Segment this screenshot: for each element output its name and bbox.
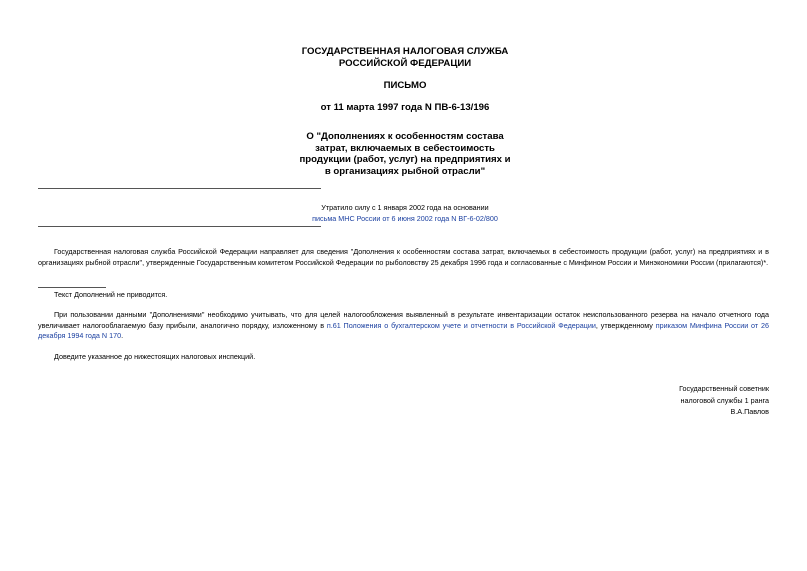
paragraph-1: Государственная налоговая служба Российской Федерации направляет для сведения "Дополнения к особенностям состава затрат, включаемых в себестоимость продукции (работ, услуг) на предприятиях и в организациях рыбной отрасли", утвержденные Государственным комитетом Российской Федерации по рыболовству 25 декабря 1996 года и согласованные с Минфином России и Минэкономики России (прилагаются)*.	[38, 247, 769, 267]
issuing-organization	[240, 46, 570, 69]
status-note	[290, 202, 520, 224]
paragraph-4: Доведите указанное до нижестоящих налоговых инспекций.	[54, 352, 256, 361]
document-date-number: от 11 марта 1997 года N ПВ-6-13/196	[320, 102, 490, 113]
paragraph-2: Текст Дополнений не приводится.	[54, 290, 168, 299]
signature-name: В.А.Павлов	[730, 407, 769, 416]
footnote-divider	[38, 287, 106, 288]
title-line-1: О "Дополнениях к особенностям состава	[306, 131, 504, 142]
divider-top	[38, 188, 321, 189]
paragraph-3-text-1: При пользовании данными "Дополнениями" необходимо учитывать, что для целей налогообложения выявленный в результате инвентаризации остаток неиспользованного резерва на начало отчетного года увеличивает налогооблагаемую базу прибыли, аналогично порядку, изложенному в	[38, 310, 769, 330]
title-line-4: в организациях рыбной отрасли"	[324, 165, 486, 177]
paragraph-3-text-2: , утвержденному	[595, 320, 656, 330]
paragraph-3	[38, 310, 769, 342]
document-type: ПИСЬМО	[383, 80, 427, 91]
link-accounting-regulation[interactable]: п.61 Положения о бухгалтерском учете и отчетности в Российской Федерации	[326, 320, 596, 330]
signature-line-2: налоговой службы 1 ранга	[680, 395, 769, 405]
link-minfin-order[interactable]: приказом Минфина России от 26 декабря 1994 года N 170	[38, 320, 770, 341]
status-text: Утратило силу с 1 января 2002 года на основании	[321, 203, 489, 212]
status-link[interactable]: письма МНС России от 6 июня 2002 года N ВГ-6-02/800	[312, 214, 498, 223]
title-line-3: продукции (работ, услуг) на предприятиях и	[299, 154, 511, 165]
document-title	[240, 131, 570, 177]
divider-bottom	[38, 226, 321, 227]
organization-line-2: РОССИЙСКОЙ ФЕДЕРАЦИИ	[338, 57, 472, 69]
organization-line-1: ГОСУДАРСТВЕННАЯ НАЛОГОВАЯ СЛУЖБА	[301, 46, 509, 57]
title-line-2: затрат, включаемых в себестоимость	[315, 142, 495, 154]
paragraph-3-text-3: .	[121, 331, 124, 341]
signature-line-1: Государственный советник	[679, 384, 769, 393]
signature-block	[569, 383, 769, 418]
